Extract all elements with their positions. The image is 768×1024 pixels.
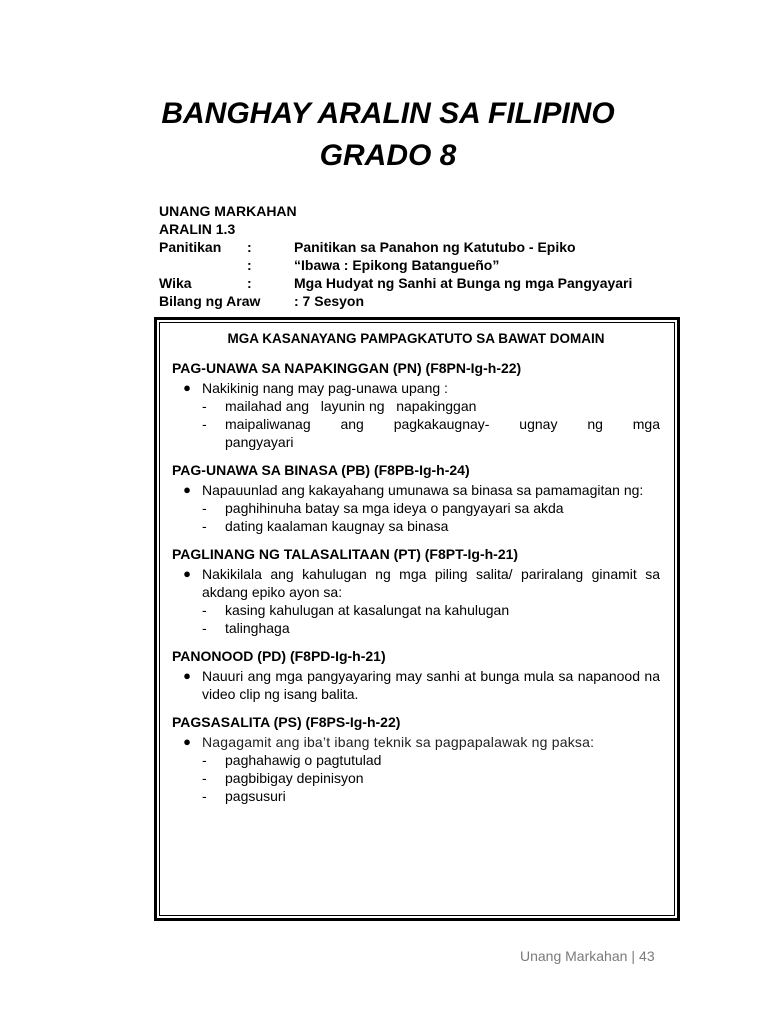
sub-item: - maipaliwanag ang pagkakaugnay- ugnay ng mga	[202, 416, 660, 432]
domain-pd	[172, 647, 660, 703]
competencies-box	[154, 317, 680, 921]
meta-row-bilang-ng-araw: Bilang ng Araw : 7 Sesyon	[159, 293, 365, 309]
competencies-box-inner	[159, 322, 675, 916]
sub-item: - mailahad ang layunin ng napakinggan	[202, 398, 477, 414]
sub-item: - pagbibigay depinisyon	[202, 770, 364, 786]
list-item: ● Nakikinig nang may pag-unawa upang :	[172, 379, 660, 397]
footer-separator: |	[631, 948, 636, 964]
page-footer	[520, 947, 655, 965]
dash-icon: -	[202, 518, 207, 534]
bullet-dot-icon: ●	[183, 668, 191, 683]
bullet-dot-icon: ●	[183, 734, 191, 749]
bullet-dot-icon: ●	[183, 566, 191, 581]
domain-pn	[172, 359, 660, 451]
competencies-heading: MGA KASANAYANG PAMPAGKATUTO SA BAWAT DOMAIN	[227, 331, 605, 346]
meta-quarter: UNANG MARKAHAN	[159, 203, 297, 219]
footer-section: Unang Markahan	[520, 948, 628, 964]
list-item: ● Nauuri ang mga pangyayaring may sanhi at bunga mula sa napanood na video clip ng isang balita.	[172, 667, 660, 703]
sub-item: - paghihinuha batay sa mga ideya o pangyayari sa akda	[202, 500, 564, 516]
lesson-meta	[159, 202, 679, 310]
sub-item: - talinghaga	[202, 620, 290, 636]
meta-row-panitikan: Panitikan : Panitikan sa Panahon ng Katutubo - Epiko	[159, 239, 576, 255]
list-item: ● Nagagamit ang iba’t ibang teknik sa pagpapalawak ng paksa:	[172, 733, 660, 751]
domain-pb	[172, 461, 660, 535]
domain-title: PAG-UNAWA SA NAPAKINGGAN (PN) (F8PN-Ig-h-22)	[172, 360, 522, 376]
list-item: ● Nakikilala ang kahulugan ng mga piling salita/ pariralang ginamit sa akdang epiko ayon sa:	[172, 565, 660, 601]
sub-item-continuation: pangyayari	[225, 434, 294, 450]
dash-icon: -	[202, 752, 207, 768]
dash-icon: -	[202, 416, 207, 432]
sub-item: - kasing kahulugan at kasalungat na kahulugan	[202, 602, 510, 618]
domain-title: PAG-UNAWA SA BINASA (PB) (F8PB-Ig-h-24)	[172, 462, 470, 478]
domain-pt	[172, 545, 660, 637]
dash-icon: -	[202, 500, 207, 516]
meta-row-akda: : “Ibawa : Epikong Batangueño”	[247, 257, 500, 273]
dash-icon: -	[202, 620, 207, 636]
dash-icon: -	[202, 602, 207, 618]
dash-icon: -	[202, 398, 207, 414]
sub-item: - paghahawig o pagtutulad	[202, 752, 382, 768]
list-item: ● Napauunlad ang kakayahang umunawa sa binasa sa pamamagitan ng:	[172, 481, 660, 499]
domain-title: PAGSASALITA (PS) (F8PS-Ig-h-22)	[172, 714, 401, 730]
domain-title: PAGLINANG NG TALASALITAAN (PT) (F8PT-Ig-h-21)	[172, 546, 519, 562]
bullet-dot-icon: ●	[183, 482, 191, 497]
bullet-dot-icon: ●	[183, 380, 191, 395]
document-title-line2: GRADO 8	[319, 139, 457, 172]
document-title-line1: BANGHAY ARALIN SA FILIPINO	[161, 97, 615, 130]
sub-item: - dating kaalaman kaugnay sa binasa	[202, 518, 449, 534]
domain-title: PANONOOD (PD) (F8PD-Ig-h-21)	[172, 648, 386, 664]
dash-icon: -	[202, 770, 207, 786]
page-number: 43	[639, 948, 655, 964]
dash-icon: -	[202, 788, 207, 804]
sub-item: - pagsusuri	[202, 788, 286, 804]
domain-ps	[172, 713, 660, 805]
meta-row-wika: Wika : Mga Hudyat ng Sanhi at Bunga ng mga Pangyayari	[159, 275, 633, 291]
meta-lesson: ARALIN 1.3	[159, 221, 236, 237]
